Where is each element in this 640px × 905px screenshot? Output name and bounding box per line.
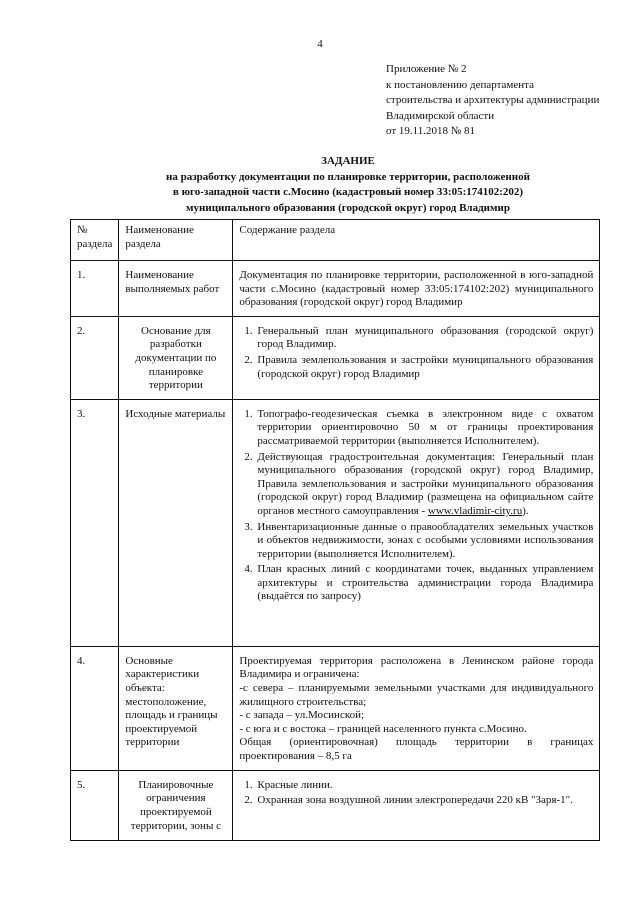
list-item: 1. Красные линии. xyxy=(255,779,593,793)
appendix-line: Приложение № 2 xyxy=(386,63,467,75)
list-item-text: Действующая градостроительная документация: Генеральный план муниципального образования (городской округ) город Владимир, Правила землепользования и застройки муниципального образования (городской округ) город Владимир (размещена на официальном сайте органов местного самоуправления - xyxy=(257,450,594,517)
list-item: 2. Правила землепользования и застройки муниципального образования (городской округ) город Владимир xyxy=(255,354,593,381)
row-name: Наименование выполняемых работ xyxy=(119,261,233,317)
header-content: Содержание раздела xyxy=(233,220,600,261)
list-item: 1. Топографо-геодезическая съемка в электронном виде с охватом территории ориентировочно 50 м от границы проектирования рассматриваемой территории (выполняется Исполнителем). xyxy=(255,408,593,449)
content-list xyxy=(239,325,593,381)
row-name: Планировочные ограничения проектируемой территории, зоны с xyxy=(119,770,233,840)
row-number: 4. xyxy=(71,646,119,770)
table-row xyxy=(71,261,600,317)
list-item: 4. План красных линий с координатами точек, выданных управлением архитектуры и строительства администрации города Владимира (выдаётся по запросу) xyxy=(255,563,593,604)
row-number: 2. xyxy=(71,316,119,399)
website-link[interactable]: www.vladimir-city.ru xyxy=(427,504,523,517)
row-name: Исходные материалы xyxy=(119,399,233,646)
header-name: Наименование раздела xyxy=(119,220,233,261)
appendix-line: Владимирской области xyxy=(386,109,495,122)
link-tail: ). xyxy=(522,504,529,517)
task-table xyxy=(70,219,600,841)
row-content: Документация по планировке территории, расположенной в юго-западной части с.Мосино (кадастровый номер 33:05:174102:202) муниципального образования (городской округ) город Владимир xyxy=(233,261,600,317)
table-row xyxy=(71,770,600,840)
list-item: 2. Охранная зона воздушной линии электропередачи 220 кВ "Заря-1". xyxy=(255,794,593,808)
title-line: муниципального образования (городской округ) город Владимир xyxy=(186,201,510,214)
title-line: на разработку документации по планировке территории, расположенной xyxy=(166,170,530,183)
content-paragraph: Проектируемая территория расположена в Ленинском районе города Владимира и ограничена: xyxy=(239,654,594,681)
table-row xyxy=(71,399,600,646)
row-content xyxy=(233,399,600,646)
content-paragraph: Общая (ориентировочная) площадь территории в границах проектирования – 8,5 га xyxy=(239,736,594,762)
list-item: 3. Инвентаризационные данные о правообладателях земельных участков и объектов недвижимости, зонах с особыми условиями использования территории (выполняется Исполнителем). xyxy=(255,521,593,562)
row-number: 3. xyxy=(71,399,119,646)
title-heading: ЗАДАНИЕ xyxy=(321,155,375,167)
row-content xyxy=(233,770,600,840)
header-number: № раздела xyxy=(71,220,119,261)
title-line: в юго-западной части с.Мосино (кадастровый номер 33:05:174102:202) xyxy=(172,186,524,198)
row-content xyxy=(233,316,600,399)
list-item: 1. Генеральный план муниципального образования (городской округ) город Владимир. xyxy=(255,325,593,352)
content-paragraph: - с юга и с востока – границей населенного пункта с.Мосино. xyxy=(239,722,527,735)
table-row xyxy=(71,316,600,399)
row-number: 1. xyxy=(71,261,119,317)
appendix-line: к постановлению департамента xyxy=(386,78,534,91)
row-number: 5. xyxy=(71,770,119,840)
row-name: Основные характеристики объекта: местоположение, площадь и границы проектируемой территории xyxy=(119,646,233,770)
content-paragraph: - с запада – ул.Мосинской; xyxy=(239,709,365,722)
appendix-block xyxy=(386,62,599,140)
document-title xyxy=(80,154,616,216)
content-list xyxy=(239,779,593,808)
page-number: 4 xyxy=(317,38,323,50)
row-content xyxy=(233,646,600,770)
table-row xyxy=(71,646,600,770)
table-header-row xyxy=(71,220,600,261)
appendix-line: от 19.11.2018 № 81 xyxy=(386,125,475,138)
appendix-line: строительства и архитектуры администрации xyxy=(386,94,600,107)
content-list xyxy=(239,408,593,604)
row-name: Основание для разработки документации по планировке территории xyxy=(119,316,233,399)
content-paragraph: -с севера – планируемыми земельными участками для индивидуального жилищного строительства; xyxy=(239,681,594,708)
list-item xyxy=(255,451,593,519)
